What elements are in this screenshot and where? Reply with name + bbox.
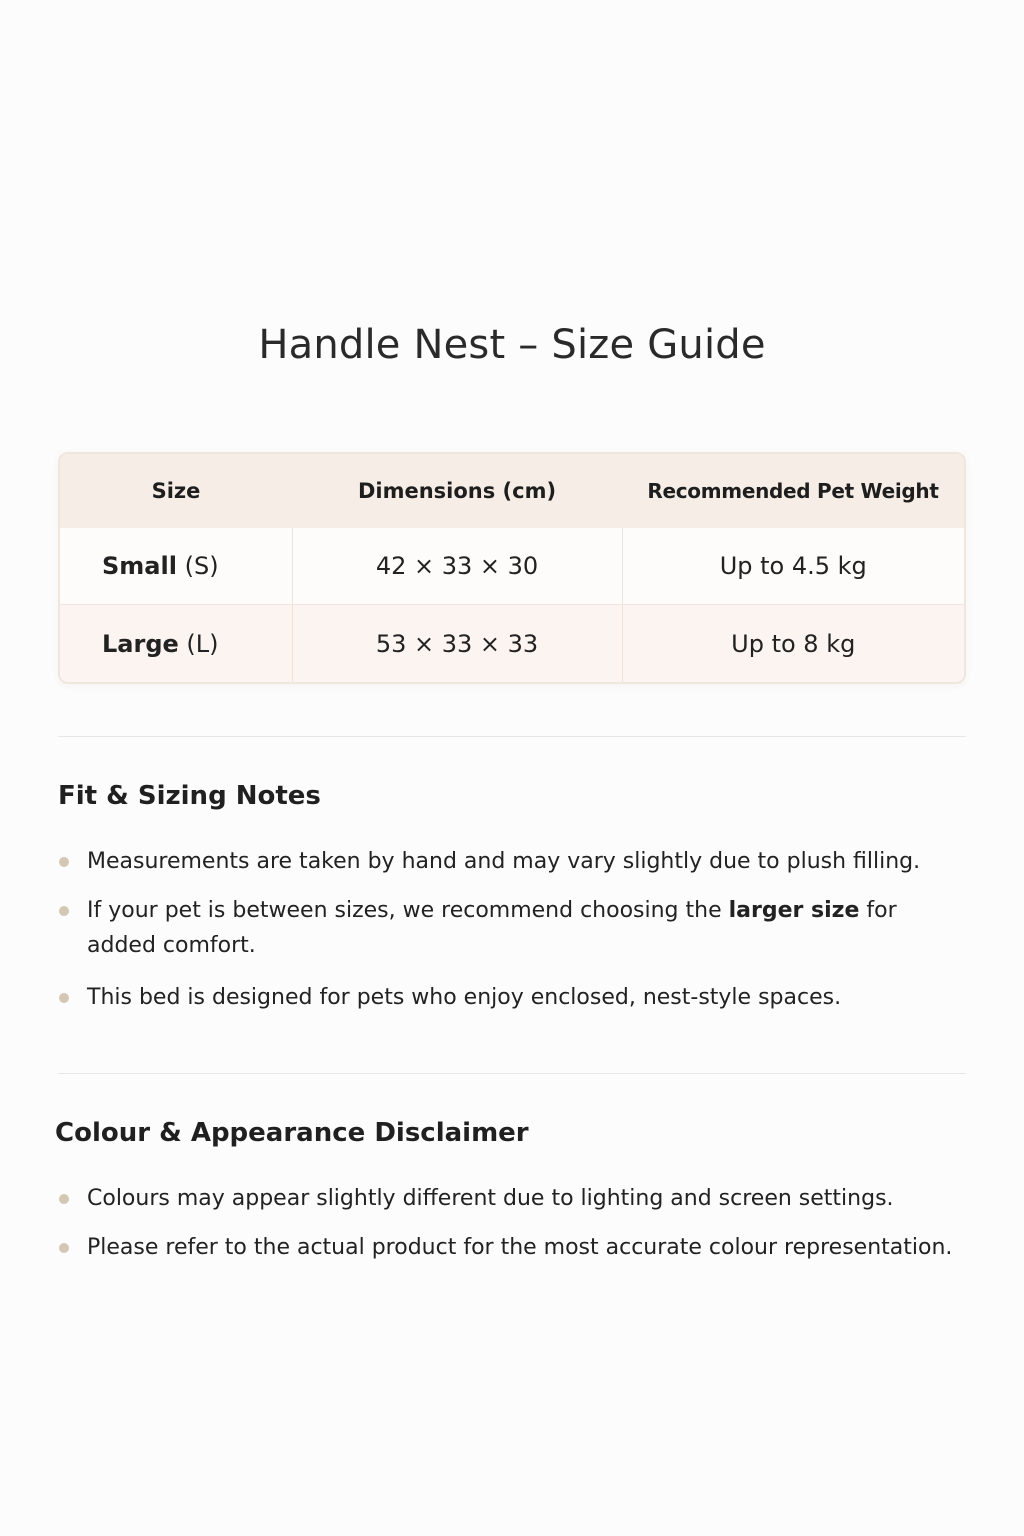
size-name: Small <box>102 552 177 580</box>
section-divider <box>58 736 966 737</box>
dimensions-cell: 53 × 33 × 33 <box>292 605 622 684</box>
size-table <box>58 452 966 684</box>
note-text-before: If your pet is between sizes, we recommend choosing the <box>87 898 729 923</box>
size-code: (S) <box>184 552 219 580</box>
table-row-small <box>60 528 964 605</box>
list-item <box>58 844 968 879</box>
note-text-after: for added comfort. <box>87 898 897 958</box>
note-text: Measurements are taken by hand and may vary slightly due to plush filling. <box>87 849 921 874</box>
section-divider <box>58 1073 966 1074</box>
list-item <box>58 1230 968 1265</box>
colour-notes-list <box>58 1181 968 1265</box>
note-text: Please refer to the actual product for the most accurate colour representation. <box>87 1235 953 1260</box>
page-title: Handle Nest – Size Guide <box>258 322 766 368</box>
bullet-dot-icon <box>59 1194 69 1204</box>
list-item <box>58 980 968 1015</box>
size-code: (L) <box>186 630 219 658</box>
weight-cell: Up to 8 kg <box>622 605 964 684</box>
note-text: Colours may appear slightly different due to lighting and screen settings. <box>87 1186 894 1211</box>
list-item <box>58 893 968 963</box>
fit-section-heading: Fit & Sizing Notes <box>58 781 321 811</box>
bullet-dot-icon <box>59 906 69 916</box>
header-dimensions: Dimensions (cm) <box>292 454 622 528</box>
dimensions-cell: 42 × 33 × 30 <box>292 528 622 605</box>
header-size: Size <box>60 454 292 528</box>
bullet-dot-icon <box>59 857 69 867</box>
bullet-dot-icon <box>59 993 69 1003</box>
fit-notes-list <box>58 844 968 1015</box>
size-cell <box>60 528 292 605</box>
note-emphasis: larger size <box>728 898 860 923</box>
table-row-large <box>60 605 964 684</box>
note-text: This bed is designed for pets who enjoy enclosed, nest-style spaces. <box>87 985 842 1010</box>
list-item <box>58 1181 968 1216</box>
bullet-dot-icon <box>59 1243 69 1253</box>
weight-cell: Up to 4.5 kg <box>622 528 964 605</box>
table-header-row <box>60 454 964 528</box>
header-weight: Recommended Pet Weight <box>622 454 964 528</box>
size-name: Large <box>102 630 179 658</box>
size-cell <box>60 605 292 684</box>
colour-section-heading: Colour & Appearance Disclaimer <box>55 1118 529 1148</box>
